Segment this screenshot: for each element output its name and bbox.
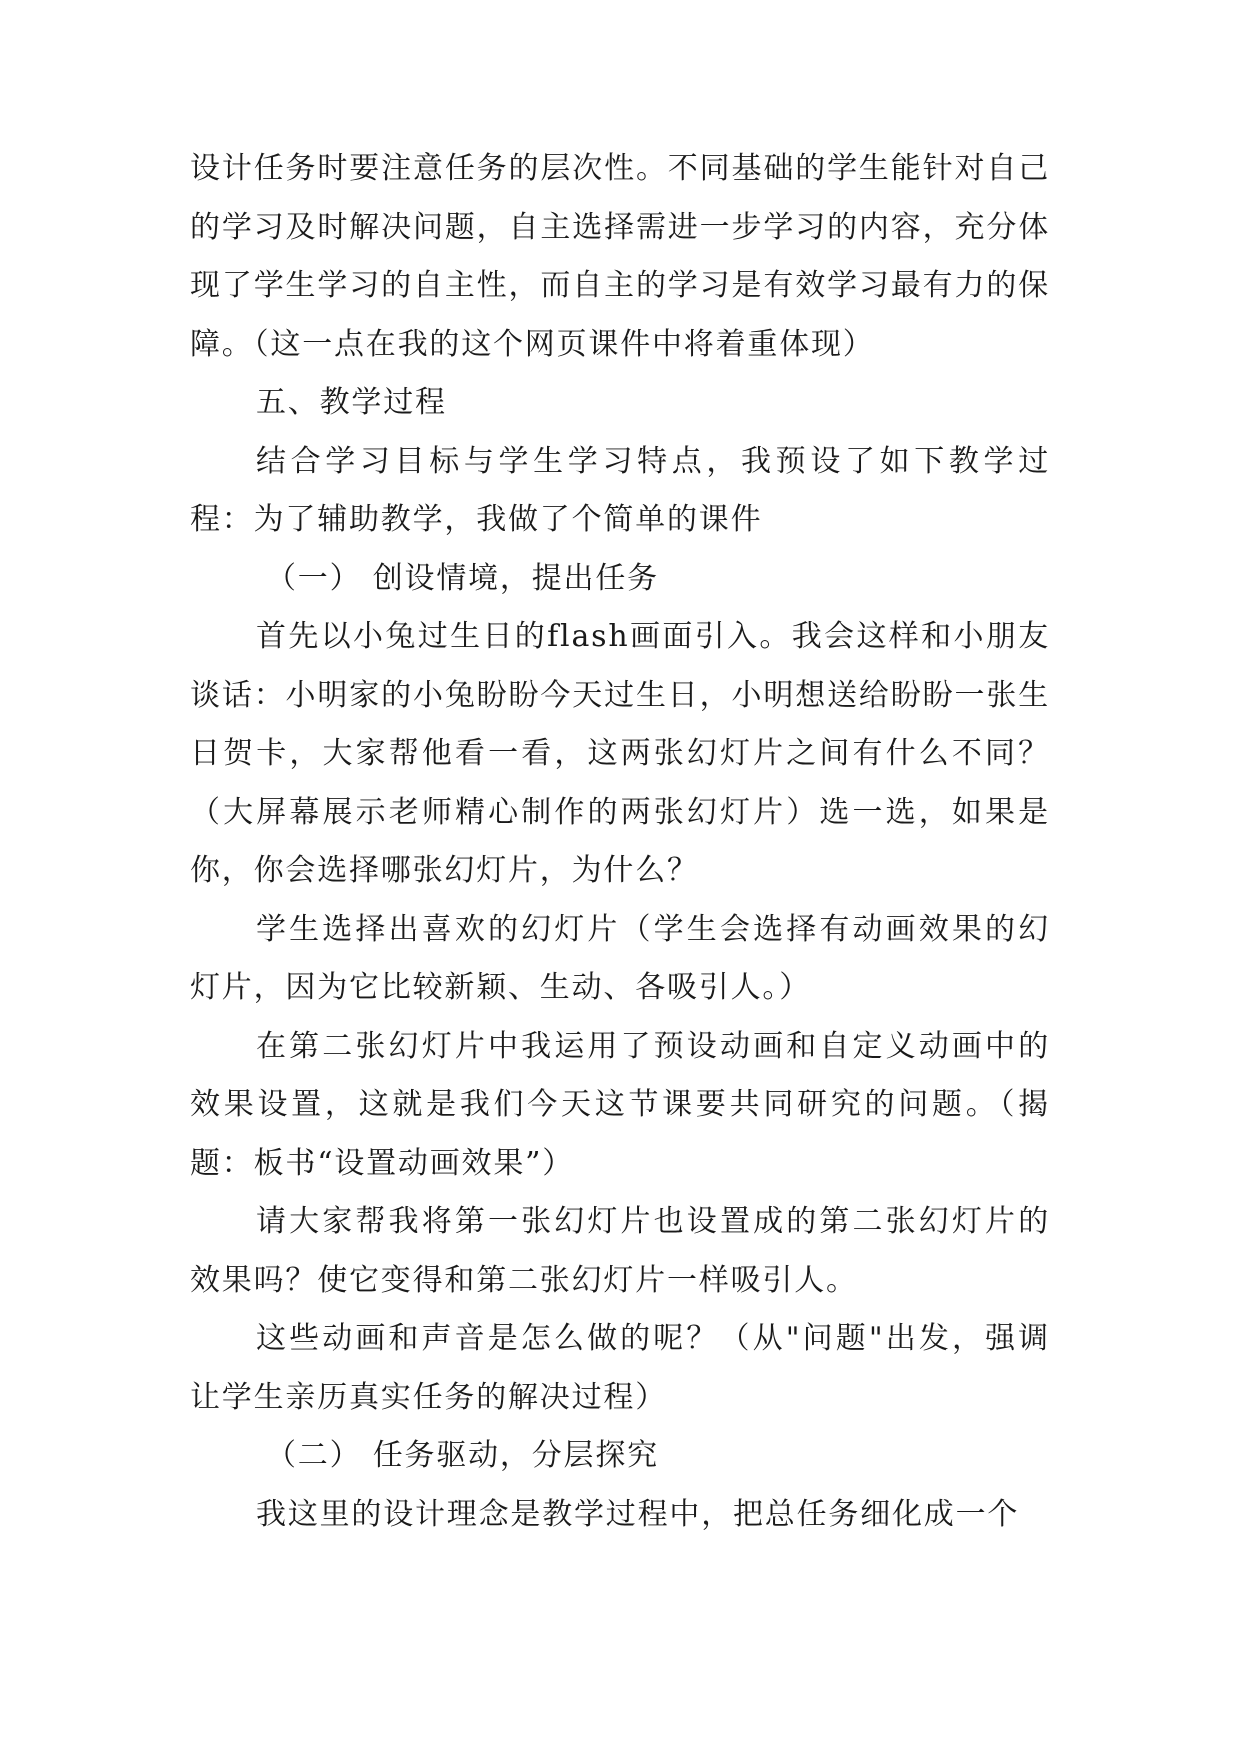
paragraph-preset-process: 结合学习目标与学生学习特点，我预设了如下教学过程：为了辅助教学，我做了个简单的课件 bbox=[190, 443, 1050, 537]
subheading-create-scenario: （一） 创设情境，提出任务 bbox=[266, 560, 659, 596]
paragraph-how-made: 这些动画和声音是怎么做的呢？（从"问题"出发，强调让学生亲历真实任务的解决过程） bbox=[190, 1321, 1050, 1415]
paragraph-set-first-slide: 请大家帮我将第一张幻灯片也设置成的第二张幻灯片的效果吗？使它变得和第二张幻灯片一样吸引人。 bbox=[190, 1204, 1050, 1298]
paragraph-student-choice: 学生选择出喜欢的幻灯片（学生会选择有动画效果的幻灯片，因为它比较新颖、生动、各吸引人。） bbox=[190, 911, 1050, 1005]
paragraph-flash-intro: 首先以小兔过生日的flash画面引入。我会这样和小朋友谈话：小明家的小兔盼盼今天过生日，小明想送给盼盼一张生日贺卡，大家帮他看一看，这两张幻灯片之间有什么不同？（大屏幕展示老师精心制作的两张幻灯片）选一选，如果是你，你会选择哪张幻灯片，为什么？ bbox=[190, 619, 1050, 888]
document-page bbox=[190, 140, 1050, 1544]
section-heading-teaching-process: 五、教学过程 bbox=[256, 385, 447, 420]
subheading-task-driven: （二） 任务驱动，分层探究 bbox=[266, 1438, 659, 1473]
paragraph-design-concept: 我这里的设计理念是教学过程中，把总任务细化成一个 bbox=[256, 1496, 1020, 1532]
paragraph-task-design: 设计任务时要注意任务的层次性。不同基础的学生能针对自己的学习及时解决问题，自主选择需进一步学习的内容，充分体现了学生学习的自主性，而自主的学习是有效学习最有力的保障。（这一点在我的这个网页课件中将着重体现） bbox=[190, 151, 1050, 362]
paragraph-second-slide: 在第二张幻灯片中我运用了预设动画和自定义动画中的效果设置，这就是我们今天这节课要共同研究的问题。（揭题：板书“设置动画效果”） bbox=[190, 1028, 1050, 1181]
